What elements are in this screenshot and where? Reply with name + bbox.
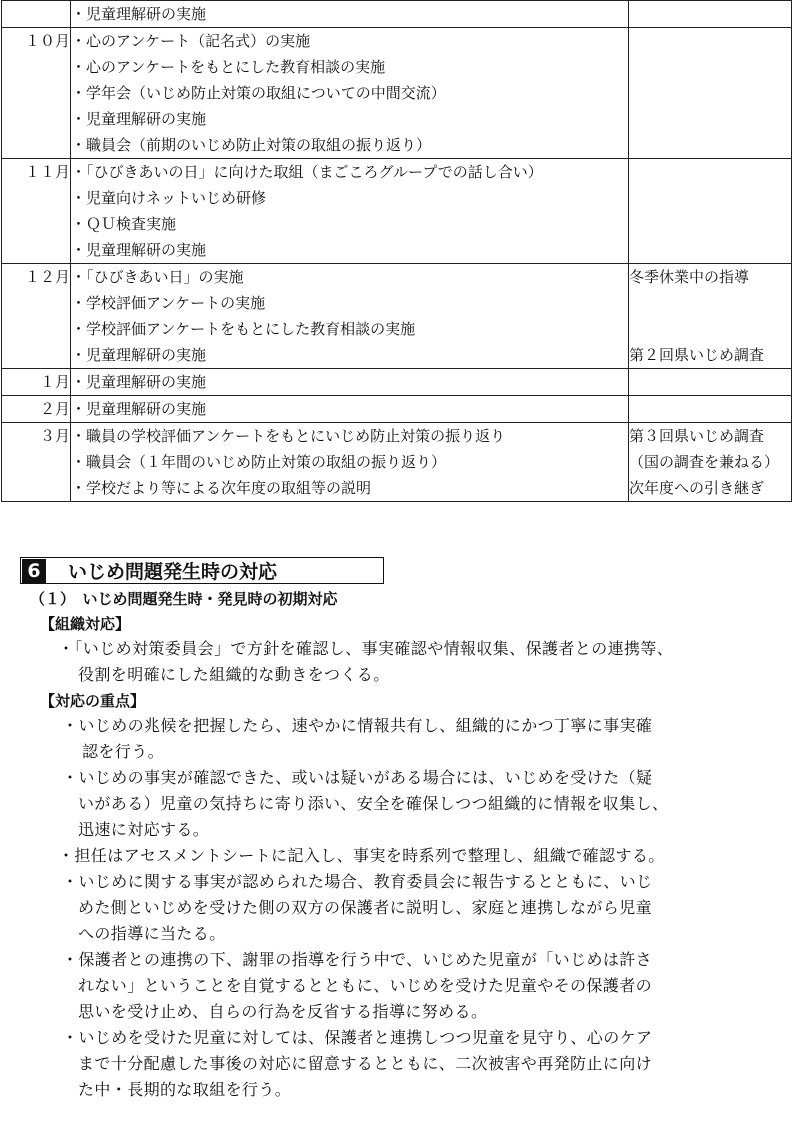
activity-item: ・心のアンケートをもとにした教育相談の実施 <box>71 58 386 76</box>
activity-item: ・学校だより等による次年度の取組等の説明 <box>71 479 372 497</box>
org-paragraph: ・「いじめ対策委員会」で方針を確認し、事実確認や情報収集、保護者との連携等、 役割を明確にした組織的な動きをつくる。 <box>58 639 674 684</box>
activity-item: ・児童理解研の実施 <box>71 110 207 128</box>
table-row <box>2 396 792 423</box>
activities-cell <box>71 28 629 159</box>
activity-item: ・心のアンケート（記名式）の実施 <box>71 32 311 50</box>
activity-item: ・児童理解研の実施 <box>71 373 207 391</box>
activities-cell <box>71 423 629 502</box>
notes-cell <box>629 423 792 502</box>
notes-cell <box>629 369 792 396</box>
notes-cell <box>629 1 792 28</box>
month-cell: １月 <box>2 369 71 396</box>
activity-item: ・「ひびきあい日」の実施 <box>71 268 244 286</box>
activity-item: ・児童理解研の実施 <box>71 400 207 418</box>
activity-item: ・学年会（いじめ防止対策の取組についての中間交流） <box>71 84 446 102</box>
table-row <box>2 28 792 159</box>
note-text: 次年度への引き継ぎ <box>629 479 765 497</box>
focus-paragraph: ・いじめに関する事実が認められた場合、教育委員会に報告するとともに、いじ めた側といじめを受けた側の双方の保護者に説明し、家庭と連携しながら児童 への指導に当たる。 <box>62 872 653 943</box>
subheading: （１） いじめ問題発生時・発見時の初期対応 <box>30 590 338 608</box>
activity-item: ・職員の学校評価アンケートをもとにいじめ防止対策の振り返り <box>71 427 506 445</box>
month-cell: ３月 <box>2 423 71 502</box>
activity-item: ・児童理解研の実施 <box>71 346 207 364</box>
focus-label: 【対応の重点】 <box>40 692 146 710</box>
section-heading <box>20 557 384 584</box>
section-number-badge: 6 <box>22 559 46 583</box>
activity-item: ・職員会（前期のいじめ防止対策の取組の振り返り） <box>71 136 432 154</box>
activity-item: ・「ひびきあいの日」に向けた取組（まごころグループでの話し合い） <box>71 163 543 181</box>
notes-cell <box>629 396 792 423</box>
note-text: 冬季休業中の指導 <box>629 268 750 286</box>
schedule-table <box>1 0 792 502</box>
notes-cell <box>629 28 792 159</box>
focus-paragraph: ・いじめの兆候を把握したら、速やかに情報共有し、組織的にかつ丁寧に事実確 認を行う。 <box>62 716 653 761</box>
activities-cell <box>71 396 629 423</box>
section-title: いじめ問題発生時の対応 <box>68 561 278 583</box>
activities-cell <box>71 1 629 28</box>
activity-item: ・学校評価アンケートの実施 <box>71 294 266 312</box>
notes-cell <box>629 159 792 264</box>
month-cell: １２月 <box>2 264 71 369</box>
note-text: 第２回県いじめ調査 <box>629 346 765 364</box>
focus-paragraph: ・いじめの事実が確認できた、或いは疑いがある場合には、いじめを受けた（疑 いがある）児童の気持ちに寄り添い、安全を確保しつつ組織的に情報を収集し、 迅速に対応する。 <box>62 768 669 839</box>
focus-paragraph: ・保護者との連携の下、謝罪の指導を行う中で、いじめた児童が「いじめは許さ れない」ということを自覚するとともに、いじめを受けた児童やその保護者の 思いを受け止め、自らの行為を反省する指導に努める。 <box>62 950 653 1021</box>
focus-paragraph: ・担任はアセスメントシートに記入し、事実を時系列で整理し、組織で確認する。 <box>58 846 665 865</box>
notes-cell <box>629 264 792 369</box>
table-row <box>2 159 792 264</box>
activity-item: ・職員会（１年間のいじめ防止対策の取組の振り返り） <box>71 453 447 471</box>
activity-item: ・児童理解研の実施 <box>71 241 207 259</box>
org-label: 【組織対応】 <box>40 615 131 633</box>
month-cell: １１月 <box>2 159 71 264</box>
activities-cell <box>71 264 629 369</box>
focus-paragraph: ・いじめを受けた児童に対しては、保護者と連携しつつ児童を見守り、心のケア まで十分配慮した事後の対応に留意するとともに、二次被害や再発防止に向け た中・長期的な取組を行う。 <box>62 1028 653 1099</box>
table-row <box>2 369 792 396</box>
activity-item: ・学校評価アンケートをもとにした教育相談の実施 <box>71 320 416 338</box>
activities-cell <box>71 159 629 264</box>
month-cell: １０月 <box>2 28 71 159</box>
table-row <box>2 423 792 502</box>
note-text: （国の調査を兼ねる） <box>629 453 780 471</box>
activity-item: ・児童向けネットいじめ研修 <box>71 189 267 207</box>
month-cell: ２月 <box>2 396 71 423</box>
month-cell <box>2 1 71 28</box>
activities-cell <box>71 369 629 396</box>
note-text: 第３回県いじめ調査 <box>629 427 765 445</box>
table-row <box>2 264 792 369</box>
table-row <box>2 1 792 28</box>
activity-item: ・ＱＵ検査実施 <box>71 215 177 233</box>
activity-item: ・児童理解研の実施 <box>71 5 207 23</box>
